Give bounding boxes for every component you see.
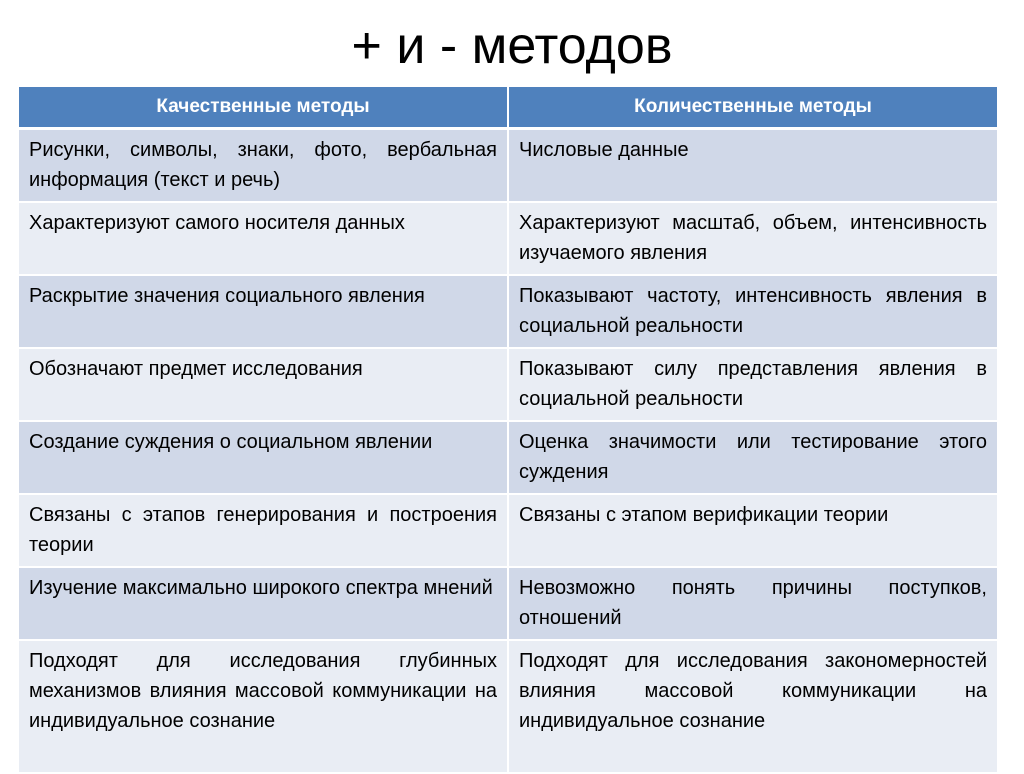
slide-title: + и - методов bbox=[351, 17, 673, 75]
quantitative-cell: Невозможно понять причины поступков, отношений bbox=[508, 567, 997, 640]
header-quantitative: Количественные методы bbox=[508, 87, 997, 129]
qualitative-cell: Рисунки, символы, знаки, фото, вербальная информация (текст и речь) bbox=[19, 129, 508, 203]
quantitative-cell: Подходят для исследования закономерностей влияния массовой коммуникации на индивидуальное сознание bbox=[508, 640, 997, 773]
table-row bbox=[19, 421, 997, 494]
qualitative-cell: Обозначают предмет исследования bbox=[19, 348, 508, 421]
comparison-table bbox=[19, 87, 997, 774]
quantitative-cell: Показывают силу представления явления в социальной реальности bbox=[508, 348, 997, 421]
quantitative-cell: Оценка значимости или тестирование этого суждения bbox=[508, 421, 997, 494]
quantitative-cell: Связаны с этапом верификации теории bbox=[508, 494, 997, 567]
quantitative-cell: Числовые данные bbox=[508, 129, 997, 203]
table-row bbox=[19, 494, 997, 567]
qualitative-cell: Связаны с этапов генерирования и построения теории bbox=[19, 494, 508, 567]
qualitative-cell: Изучение максимально широкого спектра мнений bbox=[19, 567, 508, 640]
table-row bbox=[19, 275, 997, 348]
table-row bbox=[19, 348, 997, 421]
quantitative-cell: Показывают частоту, интенсивность явления в социальной реальности bbox=[508, 275, 997, 348]
table-row bbox=[19, 567, 997, 640]
table-row bbox=[19, 640, 997, 773]
table-row bbox=[19, 129, 997, 203]
header-qualitative: Качественные методы bbox=[19, 87, 508, 129]
qualitative-cell: Создание суждения о социальном явлении bbox=[19, 421, 508, 494]
qualitative-cell: Подходят для исследования глубинных механизмов влияния массовой коммуникации на индивидуальное сознание bbox=[19, 640, 508, 773]
quantitative-cell: Характеризуют масштаб, объем, интенсивность изучаемого явления bbox=[508, 202, 997, 275]
table-row bbox=[19, 202, 997, 275]
table-header-row bbox=[19, 87, 997, 129]
qualitative-cell: Характеризуют самого носителя данных bbox=[19, 202, 508, 275]
qualitative-cell: Раскрытие значения социального явления bbox=[19, 275, 508, 348]
